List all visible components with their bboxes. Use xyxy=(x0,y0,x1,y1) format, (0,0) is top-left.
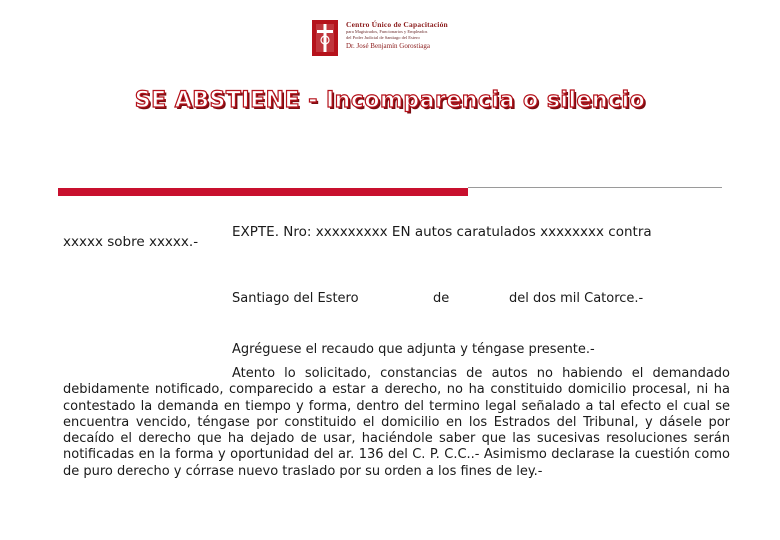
case-subject-line: xxxxx sobre xxxxx.- xyxy=(63,234,199,250)
title-divider-red xyxy=(58,188,468,196)
logo-institution-name: Centro Único de Capacitación xyxy=(346,20,448,29)
place-text: Santiago del Estero xyxy=(232,291,359,306)
first-decree: Agréguese el recaudo que adjunta y téngase presente.- xyxy=(232,342,595,357)
crest-logo-icon xyxy=(310,18,340,58)
logo-honoree: Dr. José Benjamín Gorostiaga xyxy=(346,42,430,50)
logo-text xyxy=(346,20,486,51)
institution-logo xyxy=(310,18,480,60)
title-divider-thin xyxy=(468,187,722,188)
case-number-line: EXPTE. Nro: xxxxxxxxx EN autos caratulados xxxxxxxx contra xyxy=(232,224,652,240)
resolution-body: Atento lo solicitado, constancias de autos no habiendo el demandado debidamente notificado, comparecido a estar a derecho, no ha constituido domicilio procesal, ni ha contestado la demanda en tiempo y forma, dentro del termino legal señalado a tal efecto el cual se encuentra vencido, téngase por constituido el domicilio en los Estrados del Tribunal, y dásele por decaído el derecho que ha dejado de usar, haciéndole saber que las sucesivas resoluciones serán notificadas en la forma y oportunidad del ar. 136 del C. P. C.C..- Asimismo declarase la cuestión como de puro derecho y córrase nuevo traslado por su orden a los fines de ley.- xyxy=(63,366,730,479)
logo-subtitle-2: del Poder Judicial de Santiago del Estero xyxy=(346,34,420,40)
document-title: SE ABSTIENE - Incomparencia o silencio xyxy=(134,88,646,113)
year-text: del dos mil Catorce.- xyxy=(509,291,644,306)
logo-subtitle-1: para Magistrados, Funcionarios y Empleados xyxy=(346,29,428,34)
date-connector: de xyxy=(433,291,450,306)
